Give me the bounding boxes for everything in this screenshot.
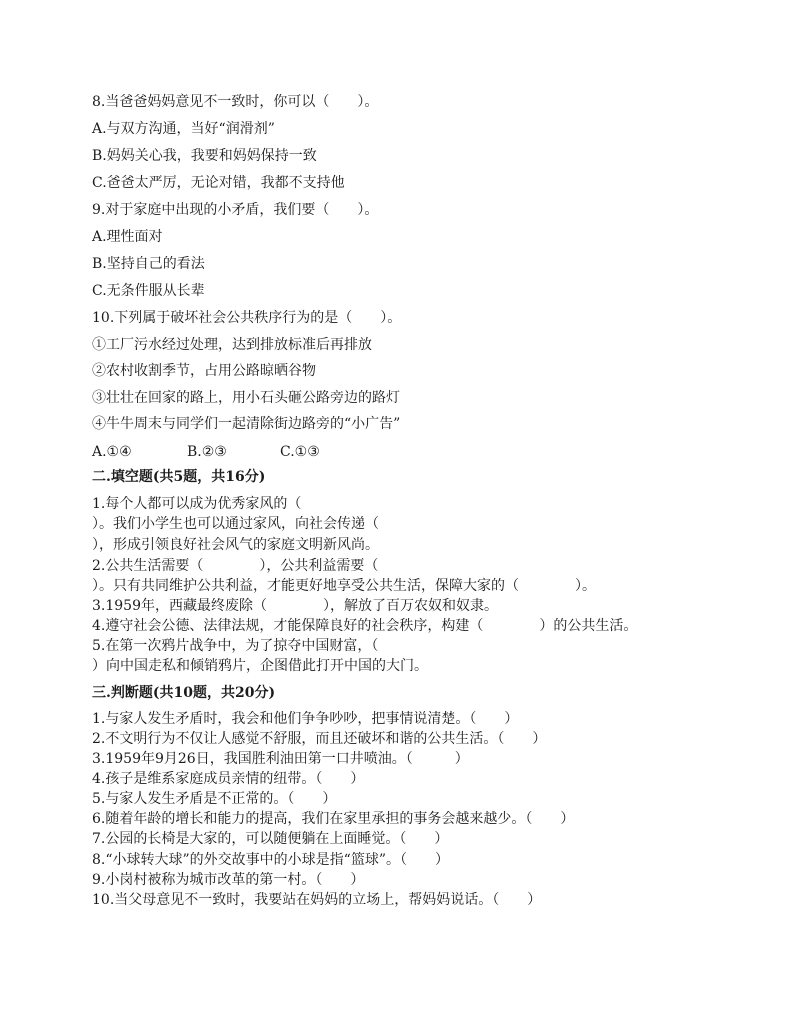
fill-line-9: ）向中国走私和倾销鸦片，企图借此打开中国的大门。 [92, 658, 428, 674]
question-9-option-c: C.无条件服从长辈 [92, 283, 205, 299]
question-8-option-a: A.与双方沟通，当好“润滑剂” [92, 121, 275, 137]
question-10-option-c: C.①③ [280, 444, 320, 460]
fill-line-3: ），形成引领良好社会风气的家庭文明新风尚。 [92, 537, 379, 553]
judge-line-8: 8.“小球转大球”的外交故事中的小球是指“篮球”。（ ） [92, 852, 449, 868]
judge-section-heading: 三.判断题(共10题，共20分) [92, 685, 276, 701]
fill-line-7: 4.遵守社会公德、法律法规，才能保障良好的社会秩序，构建（ ）的公共生活。 [92, 618, 638, 634]
judge-line-7: 7.公园的长椅是大家的，可以随便躺在上面睡觉。（ ） [92, 831, 449, 847]
judge-line-5: 5.与家人发生矛盾是不正常的。（ ） [92, 791, 337, 807]
fill-line-1: 1.每个人都可以成为优秀家风的（ [92, 496, 302, 512]
fill-line-6: 3.1959年，西藏最终废除（ ），解放了百万农奴和奴隶。 [92, 598, 498, 614]
question-10-item-1: ①工厂污水经过处理，达到排放标准后再排放 [92, 337, 372, 353]
question-9-stem: 9.对于家庭中出现的小矛盾，我们要（ ）。 [92, 202, 379, 218]
question-9-option-b: B.坚持自己的看法 [92, 256, 205, 272]
fill-line-4: 2.公共生活需要（ ），公共利益需要（ [92, 558, 379, 574]
question-10-option-b: B.②③ [187, 444, 227, 460]
question-10-item-2: ②农村收割季节，占用公路晾晒谷物 [92, 363, 316, 379]
question-10-item-4: ④牛牛周末与同学们一起清除街边路旁的“小广告” [92, 416, 401, 432]
judge-line-2: 2.不文明行为不仅让人感觉不舒服，而且还破坏和谐的公共生活。（ ） [92, 731, 547, 747]
question-8-option-b: B.妈妈关心我，我要和妈妈保持一致 [92, 148, 317, 164]
judge-line-10: 10.当父母意见不一致时，我要站在妈妈的立场上，帮妈妈说话。（ ） [92, 892, 542, 908]
fill-line-5: ）。只有共同维护公共利益，才能更好地享受公共生活，保障大家的（ ）。 [92, 578, 596, 594]
judge-line-6: 6.随着年龄的增长和能力的提高，我们在家里承担的事务会越来越少。（ ） [92, 811, 575, 827]
fill-section-heading: 二.填空题(共5题，共16分) [92, 469, 266, 485]
question-9-option-a: A.理性面对 [92, 229, 163, 245]
question-10-option-a: A.①④ [92, 444, 132, 460]
question-8-option-c: C.爸爸太严厉，无论对错，我都不支持他 [92, 175, 345, 191]
judge-line-4: 4.孩子是维系家庭成员亲情的纽带。（ ） [92, 771, 365, 787]
question-10-item-3: ③壮壮在回家的路上，用小石头砸公路旁边的路灯 [92, 390, 400, 406]
fill-line-2: ）。我们小学生也可以通过家风，向社会传递（ [92, 516, 379, 532]
question-10-stem: 10.下列属于破坏社会公共秩序行为的是（ ）。 [92, 310, 402, 326]
question-8-stem: 8.当爸爸妈妈意见不一致时，你可以（ ）。 [92, 94, 379, 110]
judge-line-9: 9.小岗村被称为城市改革的第一村。（ ） [92, 872, 365, 888]
judge-line-3: 3.1959年9月26日，我国胜利油田第一口井喷油。（ ） [92, 751, 469, 767]
judge-line-1: 1.与家人发生矛盾时，我会和他们争争吵吵，把事情说清楚。（ ） [92, 711, 519, 727]
fill-line-8: 5.在第一次鸦片战争中，为了掠夺中国财富，（ [92, 638, 379, 654]
